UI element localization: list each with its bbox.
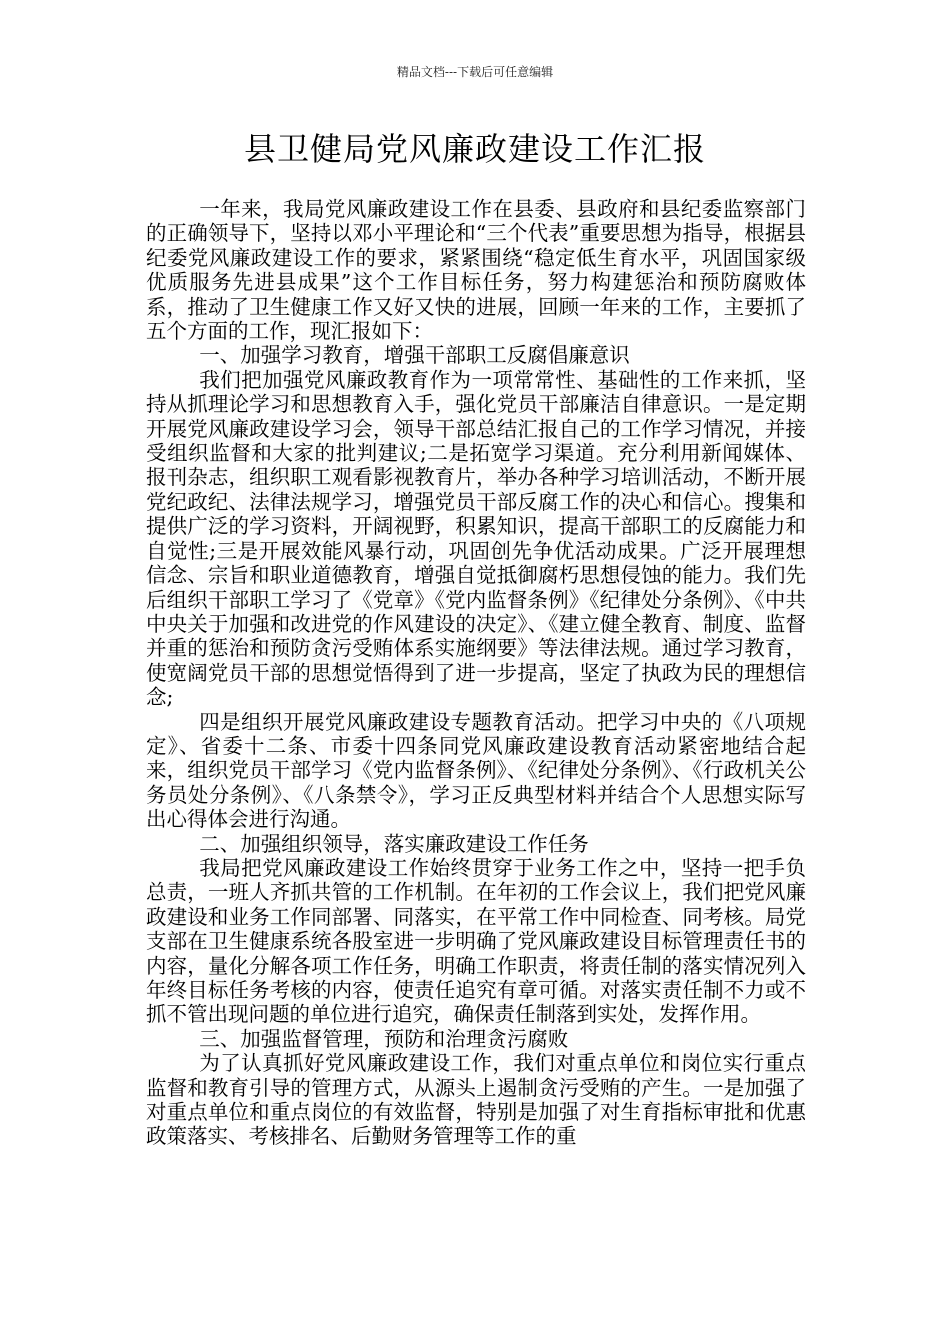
section-heading-2: 二、加强组织领导，落实廉政建设工作任务: [199, 831, 589, 856]
paragraph-section-1: 我们把加强党风廉政教育作为一项常常性、基础性的工作来抓，坚持从抓理论学习和思想教育入手，强化党员干部廉洁自律意识。一是定期开展党风廉政建设学习会，领导干部总结汇报自己的工作学习情况，并接受组织监督和大家的批判建议;二是拓宽学习渠道。充分利用新闻媒体、报刊杂志，组织职工观看影视教育片，举办各种学习培训活动，不断开展党纪政纪、法律法规学习，增强党员干部反腐工作的决心和信心。搜集和提供广泛的学习资料，开阔视野，积累知识，提高干部职工的反腐能力和自觉性;三是开展效能风暴行动，巩固创先争优活动成果。广泛开展理想信念、宗旨和职业道德教育，增强自觉抵御腐朽思想侵蚀的能力。我们先后组织干部职工学习了《党章》《党内监督条例》《纪律处分条例》、《中共中央关于加强和改进党的作风建设的决定》、《建立健全教育、制度、监督并重的惩治和预防贪污受贿体系实施纲要》等法律法规。通过学习教育，使宽阔党员干部的思想觉悟得到了进一步提高，坚定了执政为民的理想信念;: [146, 367, 806, 710]
paragraph-section-1-item-4: 四是组织开展党风廉政建设专题教育活动。把学习中央的《八项规定》、省委十二条、市委十四条同党风廉政建设教育活动紧密地结合起来，组织党员干部学习《党内监督条例》、《纪律处分条例》、《行政机关公务员处分条例》、《八条禁令》，学习正反典型材料并结合个人思想实际写出心得体会进行沟通。: [146, 709, 806, 832]
section-heading-3: 三、加强监督管理，预防和治理贪污腐败: [199, 1026, 569, 1051]
paragraph-intro: 一年来，我局党风廉政建设工作在县委、县政府和县纪委监察部门的正确领导下，坚持以邓小平理论和“三个代表”重要思想为指导，根据县纪委党风廉政建设工作的要求，紧紧围绕“稳定低生育水平，巩固国家级优质服务先进县成果”这个工作目标任务，努力构建惩治和预防腐败体系，推动了卫生健康工作又好又快的进展，回顾一年来的工作，主要抓了五个方面的工作，现汇报如下：: [146, 197, 806, 344]
paragraph-section-3: 为了认真抓好党风廉政建设工作，我们对重点单位和岗位实行重点监督和教育引导的管理方式，从源头上遏制贪污受贿的产生。一是加强了对重点单位和重点岗位的有效监督，特别是加强了对生育指标审批和优惠政策落实、考核排名、后勤财务管理等工作的重: [146, 1051, 806, 1149]
header-note: 精品文档---下载后可任意编辑: [396, 65, 554, 79]
document-body: [146, 197, 806, 1149]
section-heading-1: 一、加强学习教育，增强干部职工反腐倡廉意识: [199, 343, 630, 368]
document-title: 县卫健局党风廉政建设工作汇报: [243, 130, 706, 168]
paragraph-section-2: 我局把党风廉政建设工作始终贯穿于业务工作之中，坚持一把手负总责，一班人齐抓共管的工作机制。在年初的工作会议上，我们把党风廉政建设和业务工作同部署、同落实，在平常工作中同检查、同考核。局党支部在卫生健康系统各股室进一步明确了党风廉政建设目标管理责任书的内容，量化分解各项工作任务，明确工作职责，将责任制的落实情况列入年终目标任务考核的内容，使责任追究有章可循。对落实责任制不力或不抓不管出现问题的单位进行追究，确保责任制落到实处，发挥作用。: [146, 855, 806, 1027]
